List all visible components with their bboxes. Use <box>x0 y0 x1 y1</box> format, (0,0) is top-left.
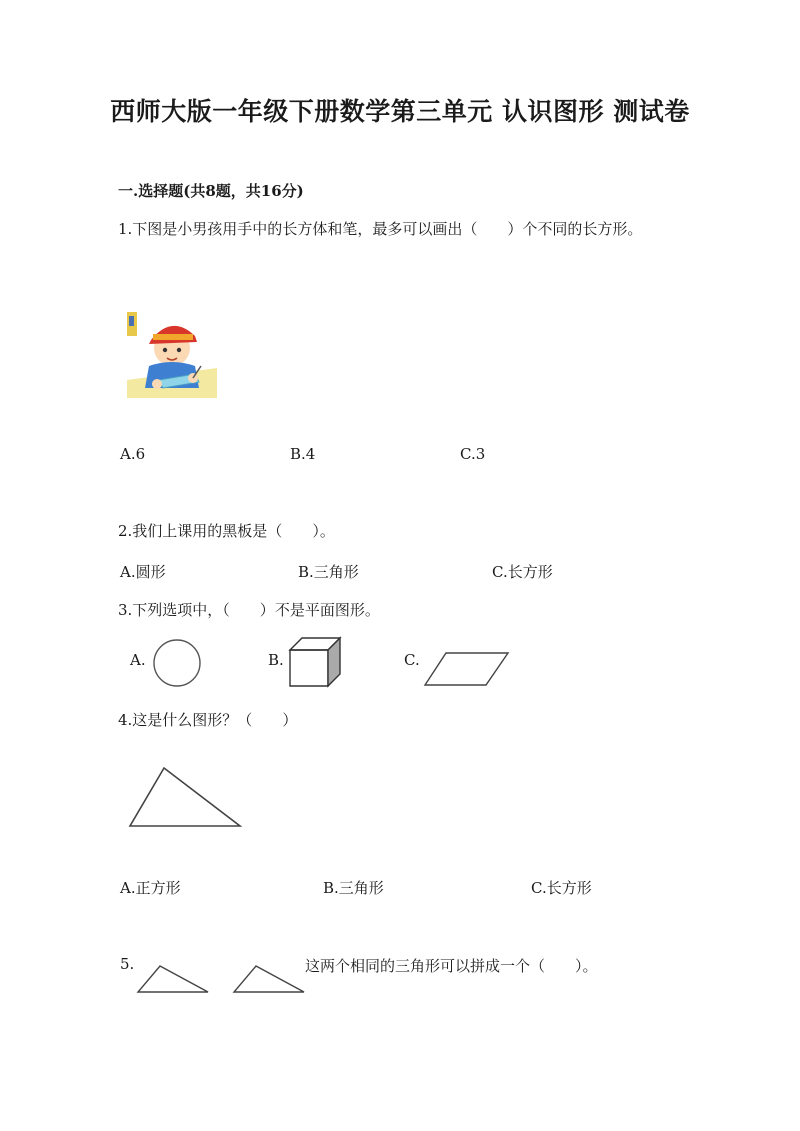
question-4-option-b[interactable]: B.三角形 <box>323 879 384 897</box>
question-5-number: 5. <box>120 955 135 973</box>
question-3-option-c[interactable]: C. <box>404 651 420 669</box>
question-3-option-a[interactable]: A. <box>130 651 146 669</box>
section-heading: 一.选择题(共8题，共16分) <box>118 182 304 200</box>
triangle-icon <box>128 766 242 828</box>
question-1-text: 1.下图是小男孩用手中的长方体和笔，最多可以画出（ ）个不同的长方形。 <box>118 220 643 238</box>
question-3-option-b[interactable]: B. <box>268 651 284 669</box>
triangle-icon-left <box>136 964 210 994</box>
question-2-option-c[interactable]: C.长方形 <box>492 563 553 581</box>
question-2-option-a[interactable]: A.圆形 <box>120 563 166 581</box>
question-1-option-b[interactable]: B.4 <box>290 445 316 463</box>
page-title: 西师大版一年级下册数学第三单元 认识图形 测试卷 <box>110 97 690 126</box>
question-2-option-b[interactable]: B.三角形 <box>298 563 359 581</box>
question-4-option-c[interactable]: C.长方形 <box>531 879 592 897</box>
question-4-text: 4.这是什么图形？（ ） <box>118 711 298 729</box>
question-4-option-a[interactable]: A.正方形 <box>120 879 181 897</box>
question-2-text: 2.我们上课用的黑板是（ ）。 <box>118 522 335 540</box>
parallelogram-icon <box>424 651 510 687</box>
question-3-text: 3.下列选项中，（ ）不是平面图形。 <box>118 601 380 619</box>
triangle-icon-right <box>232 964 306 994</box>
circle-icon <box>152 638 202 688</box>
question-1-option-a[interactable]: A.6 <box>120 445 146 463</box>
question-1-option-c[interactable]: C.3 <box>460 445 486 463</box>
question-5-text: 这两个相同的三角形可以拼成一个（ ）。 <box>305 957 598 975</box>
boy-drawing-illustration <box>127 308 217 398</box>
cube-icon <box>288 636 344 690</box>
